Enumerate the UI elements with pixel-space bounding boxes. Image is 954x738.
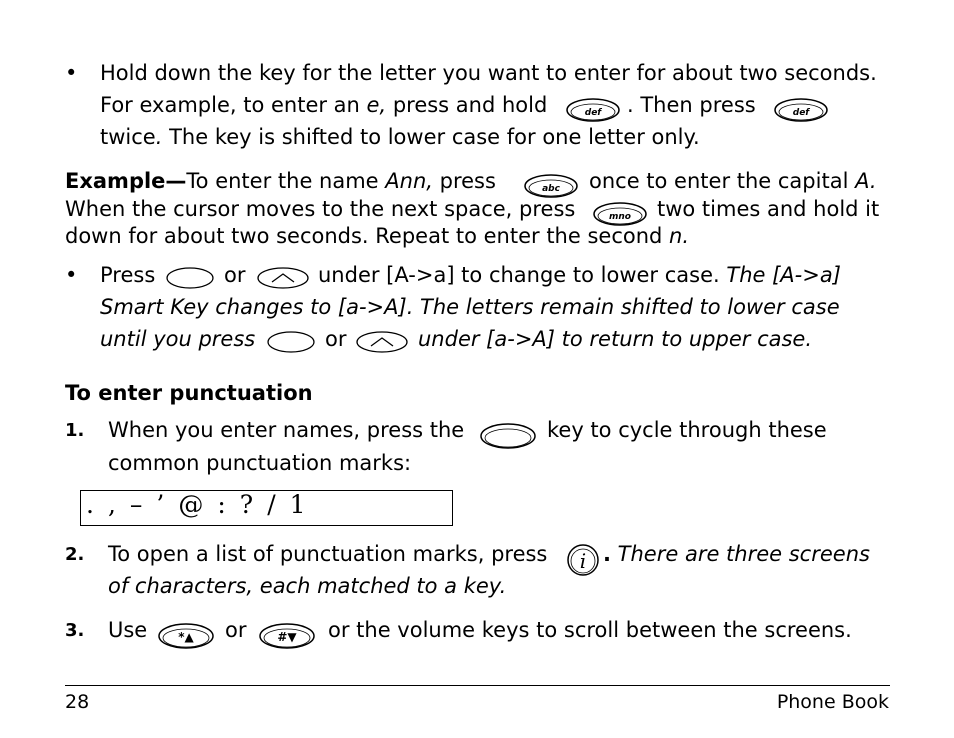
punctuation-mark: 1 — [289, 490, 306, 519]
section-title: Phone Book — [776, 691, 889, 713]
p2-or: or — [325, 327, 347, 351]
hash-key-icon — [258, 620, 316, 652]
step-1-line1a: When you enter names, press the — [108, 418, 465, 442]
punctuation-mark: ’ — [156, 490, 165, 519]
example-line2b: two times and hold it — [657, 197, 880, 221]
example-line3: down for about two seconds. Repeat to enter the second n. — [65, 224, 690, 248]
def-key-icon — [565, 96, 621, 124]
p2-line2: Smart Key changes to [a->A]. The letters remain shifted to lower case — [100, 295, 840, 319]
p1-then-press: . Then press — [627, 93, 756, 117]
page-number: 28 — [65, 691, 90, 713]
svg-text:def: def — [792, 108, 810, 118]
step-1-line2: common punctuation marks: — [108, 451, 412, 475]
p1-line3: twice. The key is shifted to lower case for one letter only. — [100, 125, 700, 149]
step-3-or: or — [225, 618, 247, 642]
p2-until: until you press — [100, 327, 256, 351]
step-3-rest: or the volume keys to scroll between the screens. — [328, 618, 852, 642]
step-3-number: 3. — [65, 620, 85, 641]
step-2-line1b: . There are three screens — [603, 542, 870, 566]
p2-line3-cont: under [a->A] to return to upper case. — [418, 327, 813, 351]
step-3-use: Use — [108, 618, 148, 642]
svg-text:mno: mno — [609, 212, 631, 222]
step-1-number: 1. — [65, 420, 85, 441]
p1-line2: For example, to enter an e, press and hold — [100, 93, 548, 117]
svg-text:abc: abc — [542, 184, 560, 194]
punctuation-mark: . — [86, 490, 94, 519]
punctuation-mark: / — [267, 490, 276, 519]
example-line1: Example—To enter the name Ann, press — [65, 169, 496, 193]
svg-text:*▲: *▲ — [178, 630, 194, 644]
p2-line1-cont: under [A->a] to change to lower case. The [A->a] — [318, 263, 841, 287]
svg-text:#▼: #▼ — [277, 630, 297, 644]
info-key-icon — [565, 543, 601, 577]
punctuation-mark: @ — [178, 490, 204, 519]
soft-key-up-icon — [256, 266, 310, 290]
step-2-line1a: To open a list of punctuation marks, press — [108, 542, 548, 566]
example-line2a: When the cursor moves to the next space, press — [65, 197, 576, 221]
bullet: • — [65, 263, 78, 287]
star-key-icon — [157, 620, 215, 652]
step-2-number: 2. — [65, 544, 85, 565]
def-key-icon — [773, 96, 829, 124]
footer-rule — [65, 685, 890, 686]
soft-key-up-icon — [355, 330, 409, 354]
punctuation-marks — [86, 492, 320, 517]
soft-key-left-icon — [165, 266, 215, 290]
example-line1-cont: once to enter the capital A. — [589, 169, 877, 193]
step-2-line2: of characters, each matched to a key. — [108, 574, 507, 598]
svg-text:def: def — [584, 108, 602, 118]
punctuation-heading: To enter punctuation — [65, 381, 313, 405]
p1-line1: Hold down the key for the letter you want to enter for about two seconds. — [100, 61, 877, 85]
punctuation-mark: : — [217, 490, 226, 519]
soft-key-left-icon — [266, 330, 316, 354]
svg-text:i: i — [579, 549, 587, 573]
p2-press: Press — [100, 263, 156, 287]
punctuation-mark: – — [129, 490, 143, 519]
bullet: • — [65, 61, 78, 85]
punctuation-mark: , — [107, 490, 116, 519]
step-1-line1b: key to cycle through these — [547, 418, 827, 442]
p2-or: or — [224, 263, 246, 287]
abc-key-icon — [523, 172, 579, 200]
punctuation-mark: ? — [239, 490, 254, 519]
zero-key-icon — [479, 420, 537, 452]
